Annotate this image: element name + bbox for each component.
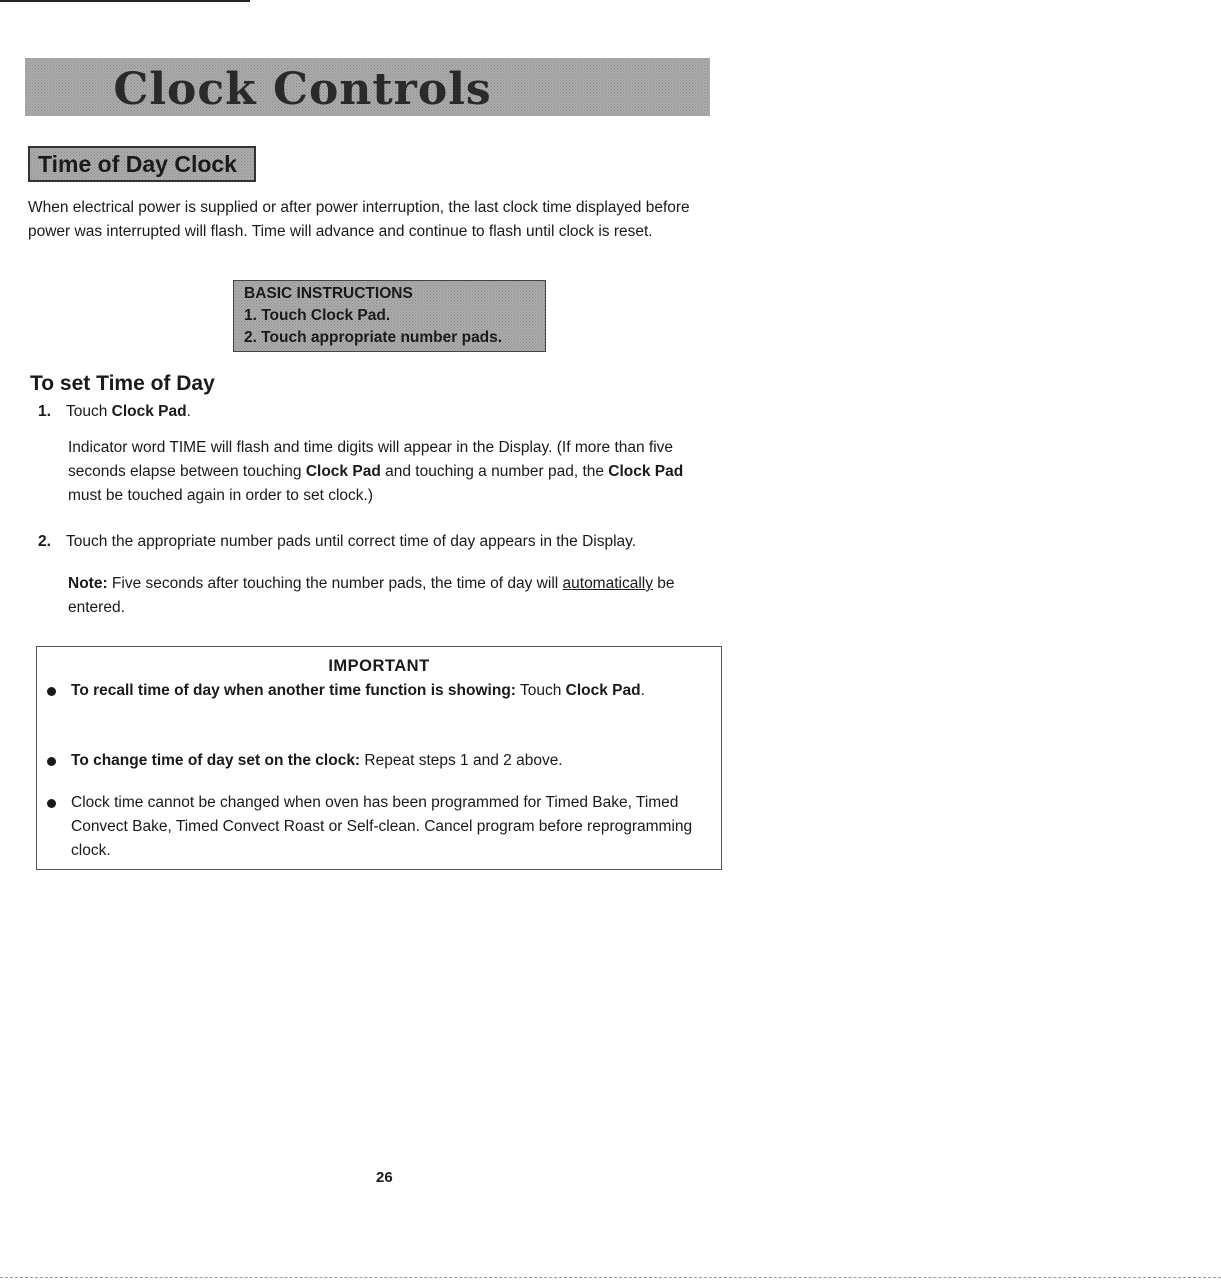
step-1-number: 1. [38, 403, 51, 420]
bottom-rule [0, 1277, 1221, 1279]
intro-paragraph: When electrical power is supplied or after power interruption, the last clock time displayed before power was interrupted will flash. Time will advance and continue to flash until clock is reset. [28, 199, 690, 240]
note-text-a: Five seconds after touching the number pads, the time of day will [107, 575, 563, 592]
basic-instructions-box [233, 280, 546, 352]
step-1-detail-bold-2: Clock Pad [608, 463, 684, 480]
note [68, 572, 718, 620]
note-text-b: be entered. [68, 575, 675, 616]
step-1-detail-bold-1: Clock Pad [305, 463, 381, 480]
title-banner [25, 58, 710, 116]
page-number: 26 [376, 1169, 393, 1186]
step-2-number: 2. [38, 533, 51, 550]
bullet-1-bold: To recall time of day when another time function is showing: [71, 682, 516, 699]
basic-instructions-step-2: 2. Touch appropriate number pads. [244, 329, 503, 346]
section-tag [28, 146, 256, 182]
step-1-detail-c: must be touched again in order to set clock.) [68, 487, 373, 504]
top-rule [0, 0, 250, 2]
set-time-heading: To set Time of Day [30, 372, 215, 395]
page-title: Clock Controls [113, 64, 492, 115]
bullet-1-bold-2: Clock Pad [565, 682, 641, 699]
step-1 [38, 400, 191, 424]
step-1-detail [68, 436, 718, 508]
bullet-3-text: Clock time cannot be changed when oven has been programmed for Timed Bake, Timed Convect Bake, Timed Convect Roast or Self-clean. Cancel program before reprogramming clock. [71, 794, 693, 859]
bullet-icon [47, 757, 56, 766]
step-2 [38, 530, 728, 554]
bullet-1-text: Touch [515, 682, 566, 699]
step-1-text: Touch [66, 403, 112, 420]
bullet-1-end: . [640, 682, 645, 699]
important-bullet-1 [47, 679, 707, 703]
section-title: Time of Day Clock [38, 151, 237, 177]
basic-instructions-title: BASIC INSTRUCTIONS [244, 285, 413, 302]
important-box [36, 646, 722, 870]
bullet-2-bold: To change time of day set on the clock: [71, 752, 361, 769]
step-1-detail-b: and touching a number pad, the [380, 463, 609, 480]
bullet-icon [47, 687, 56, 696]
bullet-icon [47, 799, 56, 808]
important-bullet-2 [47, 749, 707, 773]
step-1-end: . [186, 403, 191, 420]
step-1-detail-a: Indicator word TIME will flash and time digits will appear in the Display. (If more than five seconds elapse between touching [68, 439, 674, 480]
note-underlined: automatically [562, 575, 653, 592]
basic-instructions-step-1: 1. Touch Clock Pad. [244, 307, 391, 324]
note-label: Note: [68, 575, 108, 592]
important-title: IMPORTANT [328, 657, 430, 675]
bullet-2-text: Repeat steps 1 and 2 above. [360, 752, 563, 769]
step-2-text: Touch the appropriate number pads until correct time of day appears in the Display. [66, 533, 637, 550]
important-bullet-3 [47, 791, 707, 863]
step-1-bold: Clock Pad [111, 403, 187, 420]
